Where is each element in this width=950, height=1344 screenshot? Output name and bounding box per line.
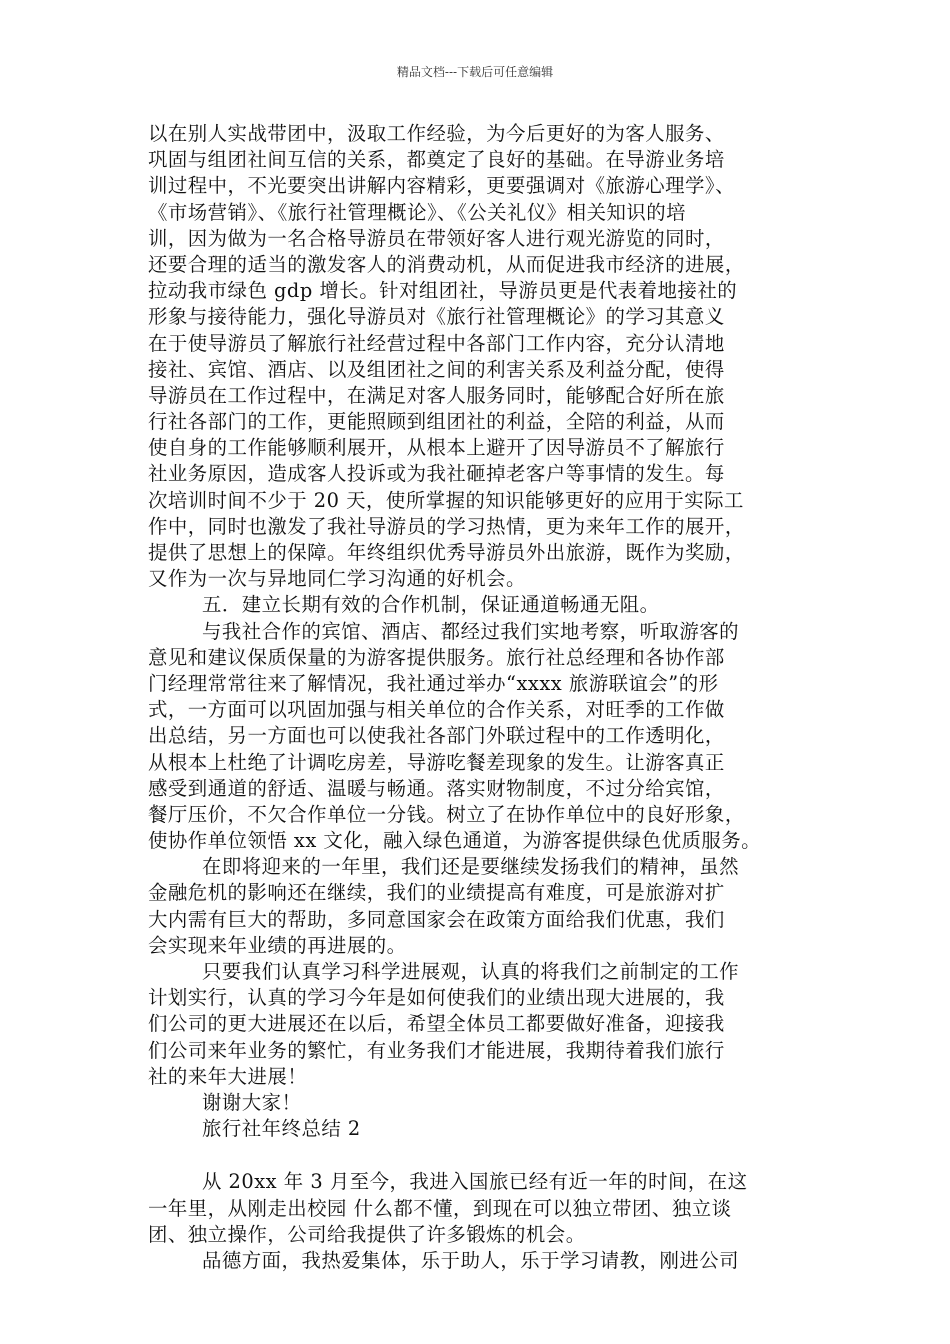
text-line: 还要合理的适当的激发客人的消费动机，从而促进我市经济的进展，	[148, 252, 745, 276]
text-line: 在即将迎来的一年里，我们还是要继续发扬我们的精神，虽然	[202, 855, 740, 879]
thanks-text: 谢谢大家！	[202, 1090, 302, 1114]
text-line: 与我社合作的宾馆、酒店、都经过我们实地考察，听取游客的	[202, 619, 740, 643]
text-line: 品德方面，我热爱集体，乐于助人，乐于学习请教，刚进公司	[202, 1248, 740, 1272]
text-line: 次培训时间不少于 20 天，使所掌握的知识能够更好的应用于实际工	[148, 488, 744, 512]
text-line: 大内需有巨大的帮助，多同意国家会在政策方面给我们优惠，我们	[148, 907, 725, 931]
text-line: 以在别人实战带团中，汲取工作经验，为今后更好的为客人服务、	[148, 122, 725, 145]
text-line: 只要我们认真学习科学进展观，认真的将我们之前制定的工作	[202, 960, 740, 983]
text-line: 从根本上杜绝了计调吃房差，导游吃餐差现象的发生。让游客真正	[148, 750, 725, 774]
text-line: 使自身的工作能够顺利展开，从根本上避开了因导游员不了解旅行	[148, 436, 725, 460]
text-line: 《市场营销》、《旅行社管理概论》、《公关礼仪》相关知识的培	[148, 200, 687, 224]
paragraph	[148, 1248, 823, 1274]
text-line: 形象与接待能力，强化导游员对《旅行社管理概论》的学习其意义	[148, 305, 725, 329]
text-line: 在于使导游员了解旅行社经营过程中各部门工作内容，充分认清地	[148, 331, 725, 355]
text-line: 训，因为做为一名合格导游员在带领好客人进行观光游览的同时，	[148, 226, 725, 250]
text-line: 接社、宾馆、酒店、以及组团社之间的利害关系及利益分配，使得	[148, 357, 725, 381]
text-line: 巩固与组团社间互信的关系，都奠定了良好的基础。在导游业务培	[148, 148, 725, 172]
text-line: 使协作单位领悟 xx 文化，融入绿色通道，为游客提供绿色优质服务。	[148, 829, 762, 853]
text-line: 计划实行，认真的学习今年是如何使我们的业绩出现大进展的，我	[148, 986, 725, 1010]
text-line: 导游员在工作过程中，在满足对客人服务同时，能够配合好所在旅	[148, 383, 725, 407]
closing-line	[148, 1090, 823, 1116]
section-title	[148, 1116, 823, 1142]
text-line: 训过程中，不光要突出讲解内容精彩，更要强调对《旅游心理学》、	[148, 174, 736, 198]
text-line: 团、独立操作，公司给我提供了许多锻炼的机会。	[148, 1222, 586, 1246]
text-line: 式，一方面可以巩固加强与相关单位的合作关系，对旺季的工作做	[148, 698, 725, 722]
text-line: 行社各部门的工作，更能照顾到组团社的利益，全陪的利益，从而	[148, 410, 725, 434]
page-header: 精品文档---下载后可任意编辑	[396, 65, 554, 79]
paragraph	[148, 121, 823, 592]
text-line: 会实现来年业绩的再进展的。	[148, 933, 407, 957]
paragraph	[148, 959, 823, 1090]
text-line: 社业务原因，造成客人投诉或为我社砸掉老客户等事情的发生。每	[148, 462, 725, 486]
text-line: 一年里，从刚走出校园 什么都不懂，到现在可以独立带团、独立谈	[148, 1196, 732, 1220]
text-line: 们公司的更大进展还在以后，希望全体员工都要做好准备，迎接我	[148, 1012, 725, 1036]
text-line: 感受到通道的舒适、温暖与畅通。落实财物制度，不过分给宾馆，	[148, 776, 725, 800]
text-line: 意见和建议保质保量的为游客提供服务。旅行社总经理和各协作部	[148, 645, 725, 669]
text-line: 拉动我市绿色 gdp 增长。针对组团社，导游员更是代表着地接社的	[148, 279, 738, 303]
text-line: 出总结，另一方面也可以使我社各部门外联过程中的工作透明化，	[148, 724, 725, 748]
paragraph	[148, 1169, 823, 1248]
heading-text: 五．建立长期有效的合作机制，保证通道畅通无阻。	[202, 593, 660, 617]
text-line: 们公司来年业务的繁忙，有业务我们才能进展，我期待着我们旅行	[148, 1038, 725, 1062]
text-line: 作中，同时也激发了我社导游员的学习热情，更为来年工作的展开，	[148, 514, 745, 538]
section-title-text: 旅行社年终总结 2	[202, 1117, 361, 1141]
paragraph	[148, 619, 823, 855]
text-line: 社的来年大进展！	[148, 1064, 308, 1088]
text-line: 又作为一次与异地同仁学习沟通的好机会。	[148, 567, 526, 591]
text-line: 餐厅压价，不欠合作单位一分钱。树立了在协作单位中的良好形象，	[148, 802, 745, 826]
section-heading	[148, 592, 823, 618]
text-line: 金融危机的影响还在继续，我们的业绩提高有难度，可是旅游对扩	[148, 881, 725, 905]
document-body	[148, 121, 823, 1274]
text-line: 从 20xx 年 3 月至今，我进入国旅已经有近一年的时间，在这	[202, 1170, 748, 1194]
text-line: 门经理常常往来了解情况，我社通过举办“xxxx 旅游联谊会”的形	[148, 671, 719, 695]
text-line: 提供了思想上的保障。年终组织优秀导游员外出旅游，既作为奖励，	[148, 541, 745, 564]
blank-line	[148, 1142, 823, 1169]
paragraph	[148, 854, 823, 959]
